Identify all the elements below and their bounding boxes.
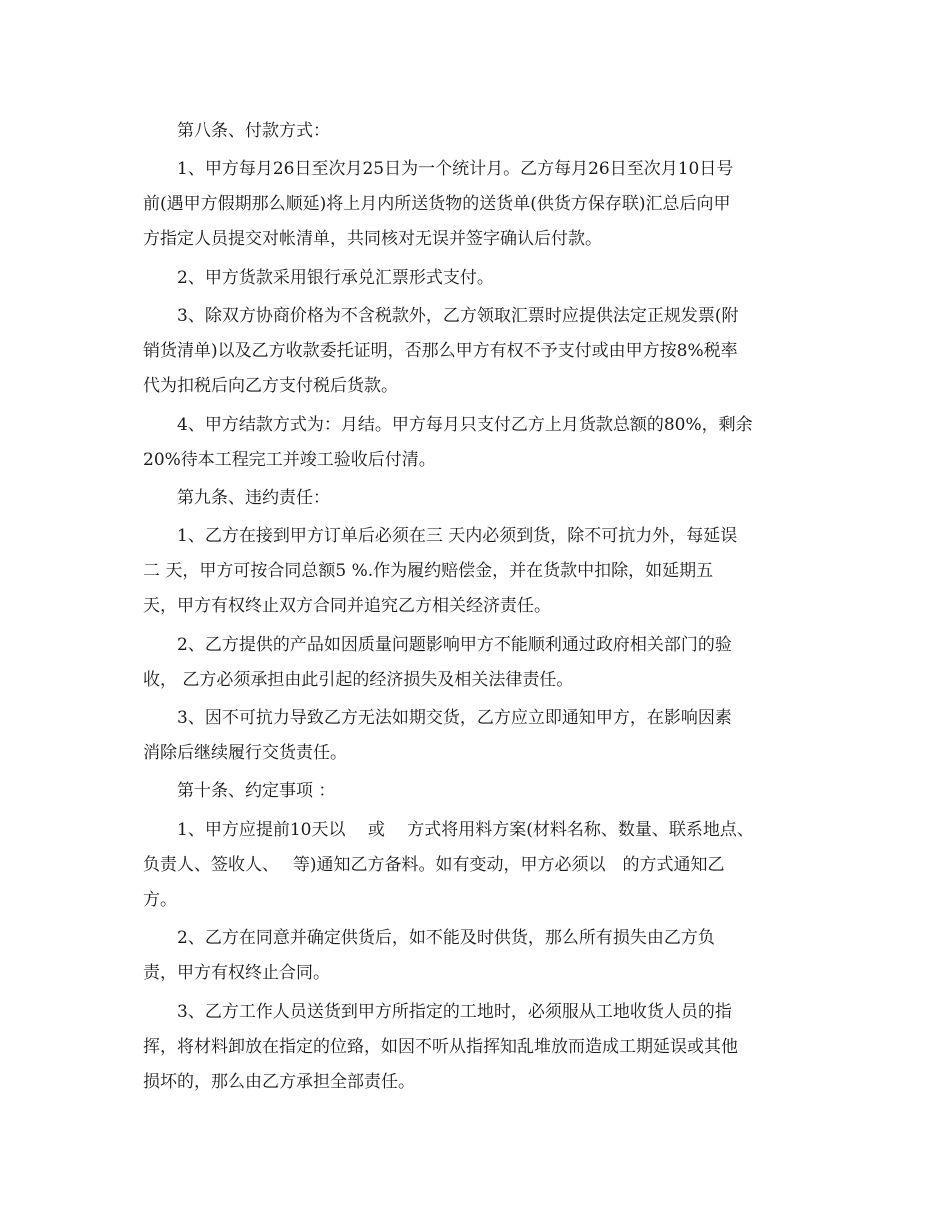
paragraph-art10-item3 [143,995,813,1100]
paragraph-line: 责，甲方有权终止合同。 [143,963,330,984]
paragraph-first-line: 3、乙方工作人员送货到甲方所指定的工地时，必须服从工地收货人员的指 [177,1001,732,1022]
paragraph-first-line: 1、甲方应提前10天以 或 方式将用料方案(材料名称、数量、联系地点、 [177,819,754,840]
paragraph-first-line: 1、乙方在接到甲方订单后必须在三 天内必须到货，除不可抗力外，每延误 [177,526,738,547]
paragraph-art8-item1 [143,152,813,257]
paragraph-line: 天，甲方有权终止双方合同并追究乙方相关经济责任。 [143,596,551,617]
paragraph-art10-item2 [143,921,813,991]
paragraph-art9-heading [143,481,813,516]
paragraph-line: 20%待本工程完工并竣工验收后付清。 [143,449,436,470]
paragraph-first-line: 3、因不可抗力导致乙方无法如期交货，乙方应立即通知甲方，在影响因素 [177,708,732,728]
paragraph-art8-heading [143,114,813,149]
paragraph-first-line: 4、甲方结款方式为：月结。甲方每月只支付乙方上月货款总额的80%，剩余 [177,414,753,435]
paragraph-line: 方指定人员提交对帐清单，共同核对无误并签字确认后付款。 [143,229,602,250]
paragraph-line: 损坏的，那么由乙方承担全部责任。 [143,1071,415,1092]
paragraph-first-line: 3、除双方协商价格为不含税款外，乙方领取汇票时应提供法定正规发票(附 [177,306,739,327]
paragraph-line: 挥，将材料卸放在指定的位臵，如因不听从指挥知乱堆放而造成工期延误或其他 [143,1036,738,1057]
paragraph-art9-item1 [143,519,813,624]
paragraph-art9-item3 [143,701,813,771]
paragraph-line: 销货清单)以及乙方收款委托证明，否那么甲方有权不予支付或由甲方按8%税率 [143,341,738,362]
paragraph-line: 前(遇甲方假期那么顺延)将上月内所送货物的送货单(供货方保存联)汇总后向甲 [143,194,731,215]
paragraph-first-line: 第九条、违约责任： [177,487,330,508]
paragraph-art8-item4 [143,408,813,478]
paragraph-art8-item2 [143,261,813,296]
paragraph-first-line: 2、乙方在同意并确定供货后，如不能及时供货，那么所有损失由乙方负 [177,928,715,949]
paragraph-line: 代为扣税后向乙方支付税后货款。 [143,376,398,397]
paragraph-line: 二 天，甲方可按合同总额5 %.作为履约赔偿金，并在货款中扣除，如延期五 [143,561,714,582]
paragraph-line: 消除后继续履行交货责任。 [143,743,347,764]
paragraph-art9-item2 [143,628,813,698]
paragraph-first-line: 1、甲方每月26日至次月25日为一个统计月。乙方每月26日至次月10日号 [177,159,734,180]
paragraph-line: 方。 [143,889,177,910]
paragraph-line: 负责人、签收人、 等)通知乙方备料。如有变动，甲方必须以 的方式通知乙 [143,854,725,875]
paragraph-first-line: 第八条、付款方式： [177,121,330,141]
paragraph-first-line: 2、乙方提供的产品如因质量问题影响甲方不能顺利通过政府相关部门的验 [177,634,732,655]
paragraph-art10-item1 [143,813,813,918]
document-body [143,114,813,1103]
paragraph-first-line: 第十条、约定事项 ： [177,781,336,802]
paragraph-first-line: 2、甲方货款采用银行承兑汇票形式支付。 [177,267,494,288]
paragraph-line: 收， 乙方必须承担由此引起的经济损失及相关法律责任。 [143,669,574,690]
paragraph-art10-heading [143,774,813,809]
paragraph-art8-item3 [143,299,813,404]
